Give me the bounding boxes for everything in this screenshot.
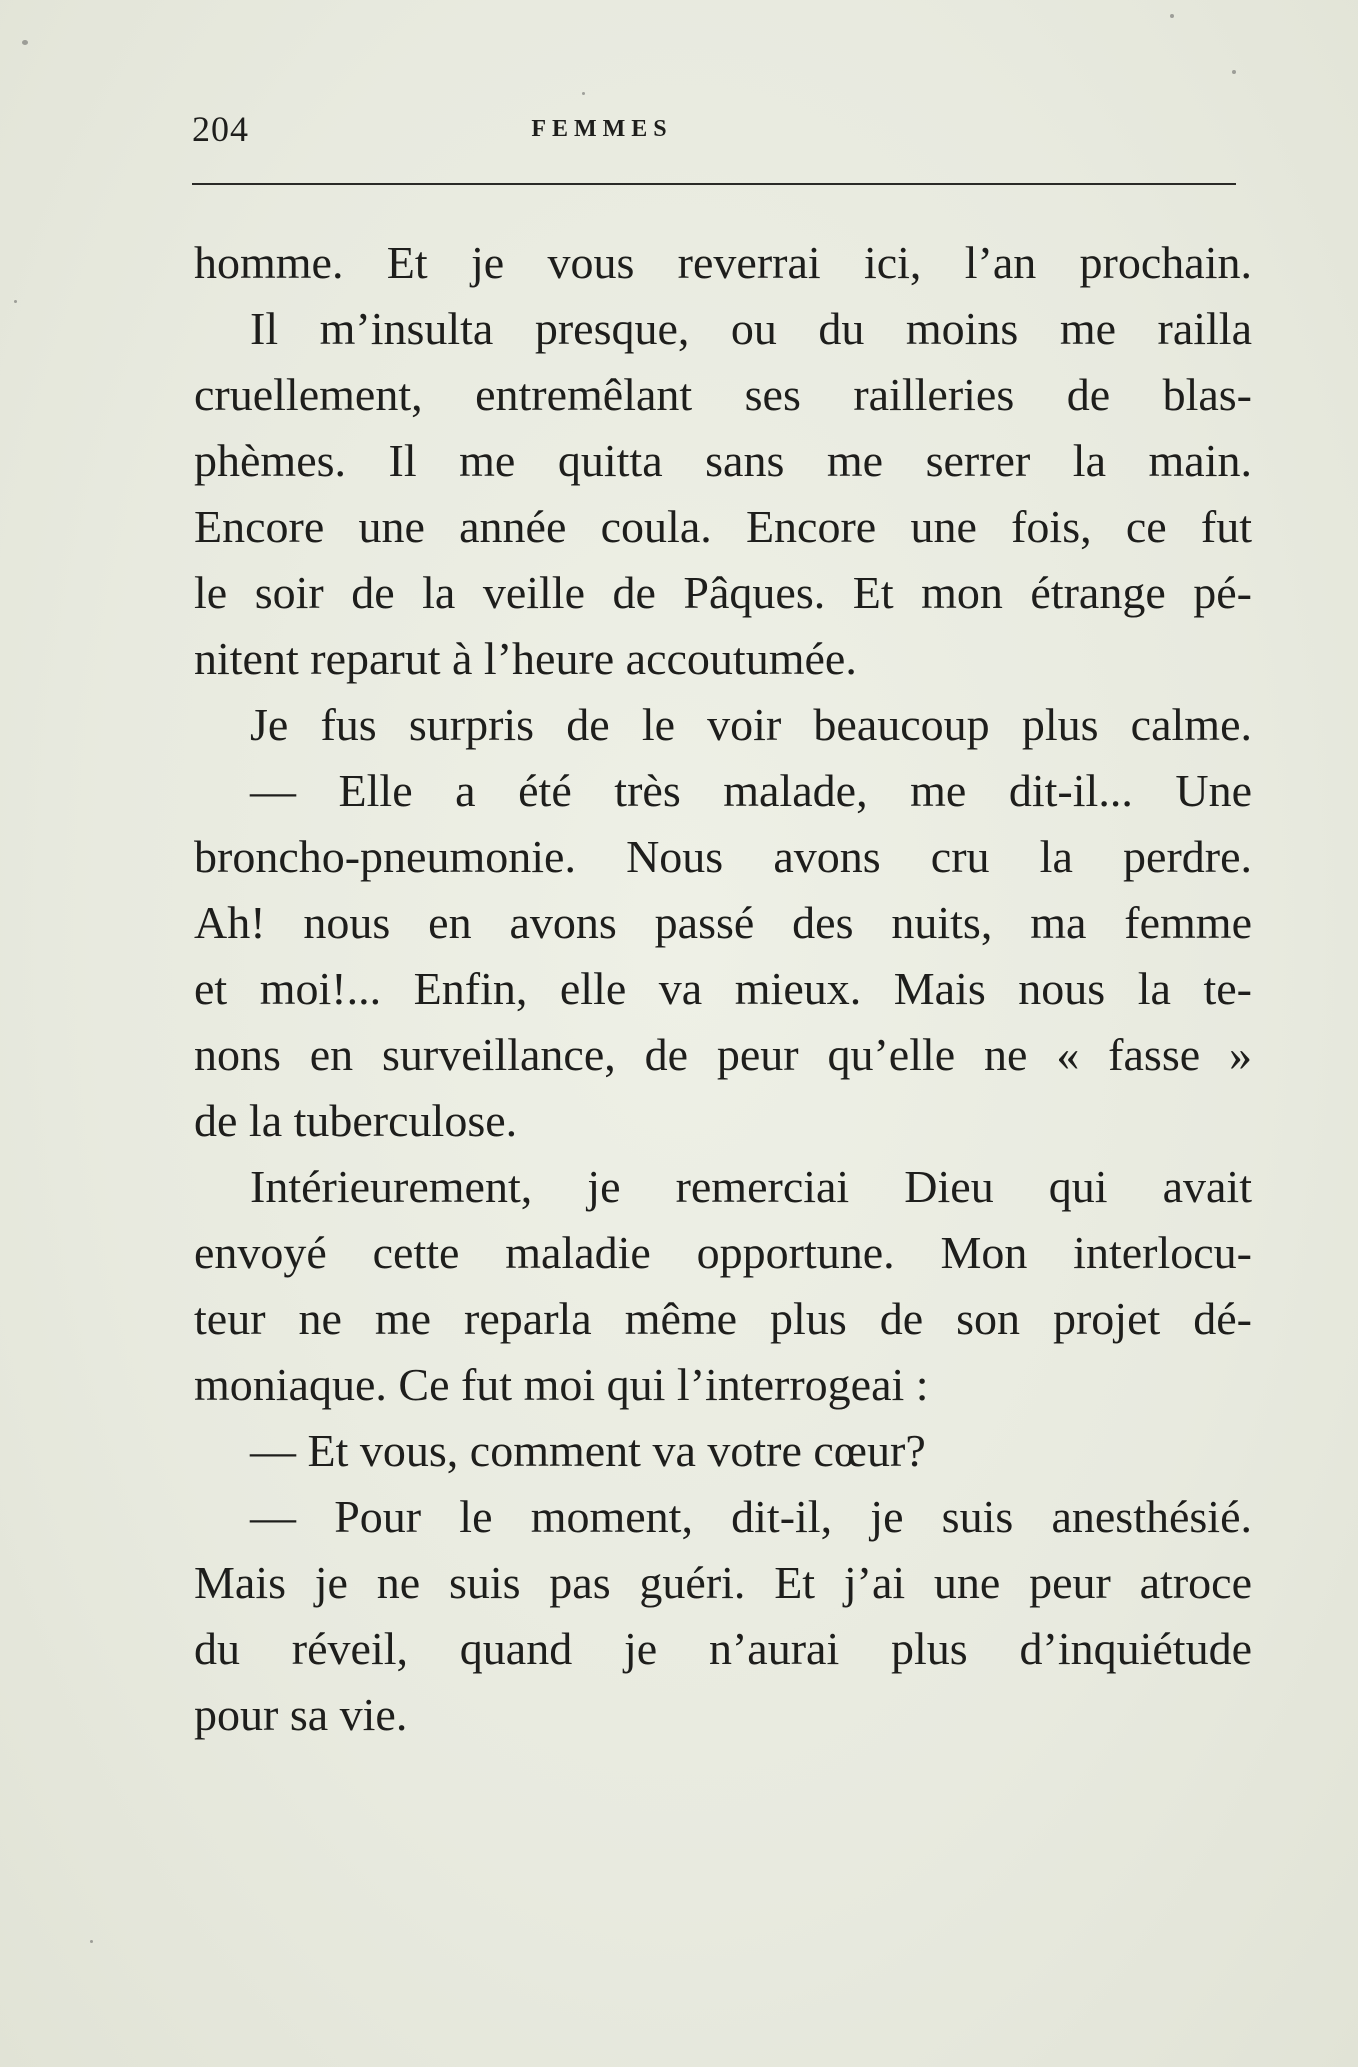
- text-line: du réveil, quand je n’aurai plus d’inquiétude: [194, 1623, 1252, 1674]
- text-line: — Elle a été très malade, me dit-il... Une: [250, 765, 1252, 816]
- text-line: — Pour le moment, dit-il, je suis anesthésié.: [250, 1491, 1252, 1542]
- text-line: cruellement, entremêlant ses railleries de blas-: [194, 369, 1252, 420]
- page-number: 204: [192, 109, 249, 149]
- text-line: homme. Et je vous reverrai ici, l’an prochain.: [194, 237, 1252, 288]
- text-line: le soir de la veille de Pâques. Et mon étrange pé-: [194, 567, 1252, 618]
- running-title: FEMMES: [531, 116, 673, 142]
- paper-speck: [14, 300, 17, 303]
- paper-speck: [90, 1940, 93, 1943]
- text-line: teur ne me reparla même plus de son projet dé-: [194, 1293, 1252, 1344]
- text-line: Il m’insulta presque, ou du moins me railla: [250, 303, 1252, 354]
- text-line: nitent reparut à l’heure accoutumée.: [194, 633, 857, 684]
- paper-speck: [582, 92, 585, 95]
- text-line: Intérieurement, je remerciai Dieu qui avait: [250, 1161, 1252, 1212]
- text-line: Ah! nous en avons passé des nuits, ma femme: [194, 897, 1252, 948]
- text-line: Mais je ne suis pas guéri. Et j’ai une peur atroce: [194, 1557, 1252, 1608]
- paper-speck: [22, 40, 28, 45]
- text-line: pour sa vie.: [194, 1689, 408, 1740]
- page-header: [192, 108, 1234, 158]
- text-line: Encore une année coula. Encore une fois, ce fut: [194, 501, 1252, 552]
- paper-speck: [1170, 14, 1174, 18]
- text-line: envoyé cette maladie opportune. Mon interlocu-: [194, 1227, 1252, 1278]
- text-line: broncho-pneumonie. Nous avons cru la perdre.: [194, 831, 1252, 882]
- header-rule: [192, 183, 1236, 185]
- text-line: de la tuberculose.: [194, 1095, 518, 1146]
- text-line: — Et vous, comment va votre cœur?: [250, 1425, 926, 1476]
- text-line: moniaque. Ce fut moi qui l’interrogeai :: [194, 1359, 929, 1410]
- body-text: [194, 230, 1252, 1748]
- text-line: Je fus surpris de le voir beaucoup plus calme.: [250, 699, 1252, 750]
- text-line: phèmes. Il me quitta sans me serrer la main.: [194, 435, 1252, 486]
- text-line: nons en surveillance, de peur qu’elle ne « fasse »: [194, 1029, 1252, 1080]
- text-line: et moi!... Enfin, elle va mieux. Mais nous la te-: [194, 963, 1252, 1014]
- paper-speck: [1232, 70, 1236, 74]
